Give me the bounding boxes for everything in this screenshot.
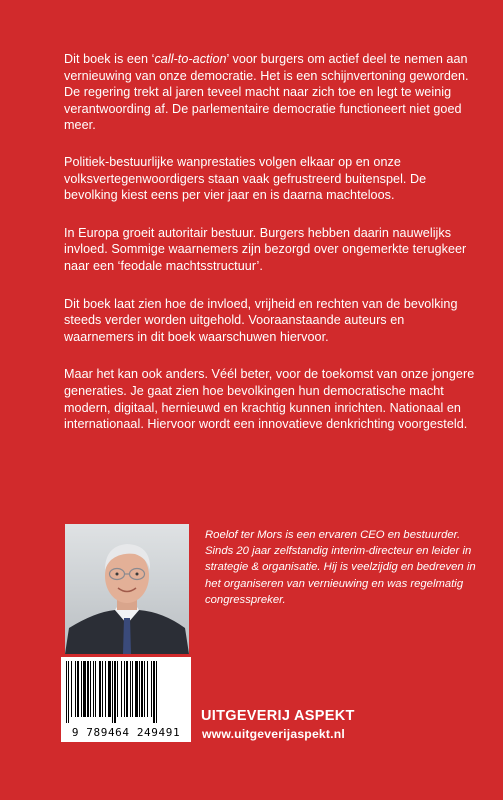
- author-portrait-illustration: [65, 524, 189, 654]
- blurb-paragraph-3: In Europa groeit autoritair bestuur. Burgers hebben daarin nauwelijks invloed. Sommige waarnemers zijn bezorgd over ongemerkte terugkeer naar een ‘feodale machtsstructuur’.: [64, 225, 467, 273]
- isbn-barcode: [61, 657, 191, 742]
- back-cover-blurb: [64, 51, 476, 454]
- blurb-p1-emphasis: call-to-action: [154, 52, 227, 66]
- barcode-bars: [64, 661, 188, 723]
- blurb-paragraph-2: Politiek-bestuurlijke wanprestaties volgen elkaar op en onze volksvertegenwoordigers staan vaak gefrustreerd buitenspel. De bevolking kiest eens per vier jaar en is daarna machteloos.: [64, 154, 427, 203]
- publisher-url[interactable]: www.uitgeverijaspekt.nl: [202, 727, 345, 741]
- blurb-paragraph-4: Dit boek laat zien hoe de invloed, vrijheid en rechten van de bevolking steeds verder worden uitgehold. Vooraanstaande auteurs en waarnemers in dit boek waarschuwen hiervoor.: [64, 296, 458, 344]
- blurb-p1-rest: ’ voor burgers om actief deel te nemen aan vernieuwing van onze democratie. Het is een schijnvertoning geworden. De regering trekt al jaren teveel macht naar zich toe en legt te weinig verantwoording af. De parlementaire democratie functioneert niet goed meer.: [64, 52, 469, 133]
- blurb-p1-lead: Dit boek is een ‘: [64, 52, 155, 66]
- publisher-name: UITGEVERIJ ASPEKT: [201, 708, 355, 724]
- blurb-paragraph-1: [64, 51, 476, 134]
- author-bio: Roelof ter Mors is een ervaren CEO en bestuurder. Sinds 20 jaar zelfstandig interim-directeur en leider in strategie & organisatie. Hij is veelzijdig en bedreven in het organiseren van vernieuwing en was regelmatig congresspreker.: [205, 529, 476, 606]
- blurb-paragraph-5: Maar het kan ook anders. Véél beter, voor de toekomst van onze jongere generaties. Je gaat zien hoe bevolkingen hun democratische macht modern, digitaal, hernieuwd en krachtig kunnen inrichten. Nationaal en internationaal. Hiervoor wordt een innovatieve denkrichting voorgesteld.: [64, 367, 475, 432]
- isbn-digits: 9 789464 249491: [71, 726, 181, 739]
- author-photo: [65, 524, 189, 654]
